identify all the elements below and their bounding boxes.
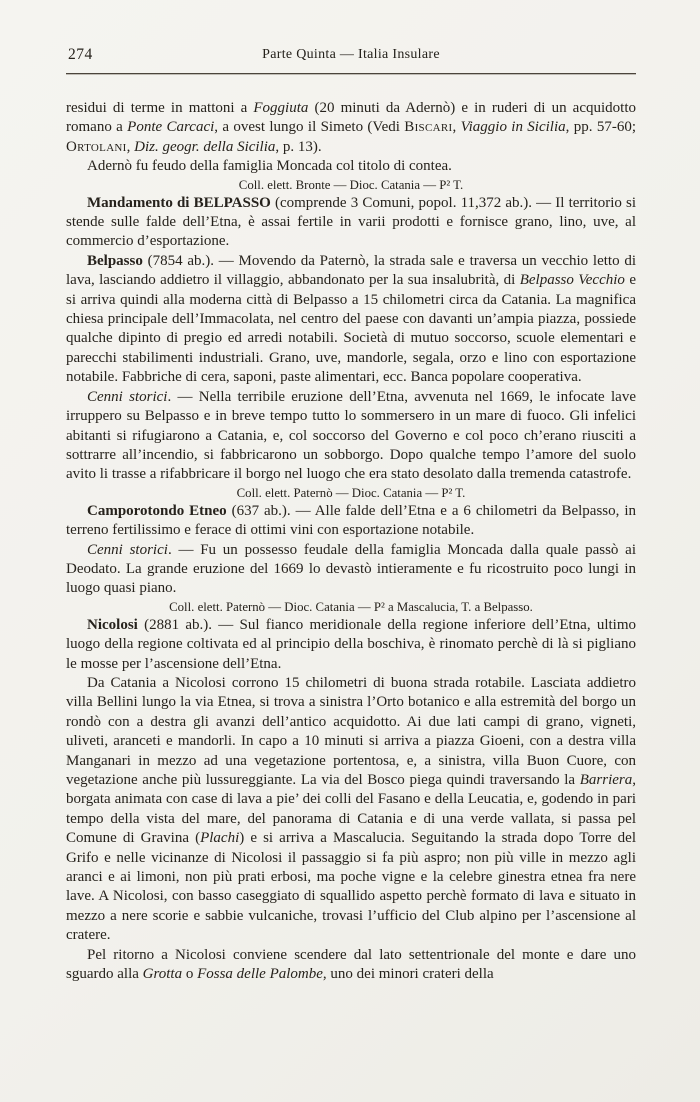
text-segment: Pel ritorno a Nicolosi conviene scendere dal lato settentrionale del monte e dare uno sguardo alla xyxy=(66,946,636,983)
text-segment: Cenni storici xyxy=(87,541,168,558)
text-segment: o xyxy=(182,966,198,983)
header-rule xyxy=(66,73,636,74)
paragraph xyxy=(66,502,636,541)
text-segment: , uno dei minori crateri della xyxy=(322,966,494,983)
text-segment: Ortolani xyxy=(66,138,127,155)
text-segment: , borgata animata con case di lava a pie’ dei colli del Fasano e della Leucatia, e, godendo in pari tempo della vista del mare, del panorama di Catania e di una verde vallata, si passa pel Comune di Gravina ( xyxy=(66,772,636,847)
text-segment: , p. 13). xyxy=(275,138,322,155)
text-segment: , a ovest lungo il Simeto (Vedi xyxy=(214,119,405,136)
text-segment: Grotta xyxy=(142,966,183,983)
text-segment: Plachi xyxy=(200,830,240,847)
paragraph xyxy=(66,157,636,176)
text-segment: . — Nella terribile eruzione dell’Etna, avvenuta nel 1669, le infocate lave irruppero su Belpasso e in breve tempo tutto lo sommersero in un mare di fuoco. Gli infelici abitanti si rifugiarono a Catania, e, col soccorso del Governo e col poco ch’erano riusciti a sottrarre all’incendio, si fabbricarono un sobborgo. Dopo qualche tempo l’amore del suolo avito li trasse a rifabbricare il borgo nel luogo che era stato desolato dalla tremenda catastrofe. xyxy=(66,388,636,483)
text-segment: Cenni storici xyxy=(87,388,168,405)
paragraph xyxy=(66,99,636,157)
text-segment: ) e si arriva a Mascalucia. Seguitando la strada dopo Torre del Grifo e nelle vicinanze di Nicolosi il passaggio si fa più aspro; non più ville in mezzo agli aranci e ai limoni, non più prati erbosi, ma poche vigne e la celebre ginestra etnea fra nere lave. A Nicolosi, con basso caseggiato di squallido aspetto perchè formato di lava e situato in mezzo a nere scorie e sabbie vulcaniche, trovasi l’ufficio del Club alpino per l’ascensione al cratere. xyxy=(66,830,636,944)
paragraph xyxy=(66,388,636,485)
text-segment: . — Fu un possesso feudale della famiglia Moncada dalla quale passò ai Deodato. La grande eruzione del 1669 lo devastò intieramente e fu ricostruito poco lungi in luogo quasi piano. xyxy=(66,541,637,597)
text-segment: Nicolosi xyxy=(87,616,138,633)
collegio-line: Coll. elett. Paternò — Dioc. Catania — P² a Mascalucia, T. a Belpasso. xyxy=(169,599,533,614)
paragraph xyxy=(66,674,636,946)
text-segment: Diz. geogr. della Sicilia xyxy=(134,138,276,155)
collegio-line: Coll. elett. Paternò — Dioc. Catania — P² T. xyxy=(236,485,466,500)
paragraph xyxy=(66,541,636,599)
paragraph xyxy=(66,252,636,388)
text-segment: Barriera xyxy=(579,772,633,788)
text-segment: residui di terme in mattoni a xyxy=(66,100,254,116)
text-segment: Mandamento di BELPASSO xyxy=(87,194,271,211)
text-segment: Viaggio in Sicilia xyxy=(460,119,566,136)
text-segment: Da Catania a Nicolosi corrono 15 chilometri di buona strada rotabile. Lasciata addietro villa Bellini lungo la via Etnea, si trova a sinistra l’Orto botanico e alla estremità del borgo un rondò con a destra gli avanzi dell’antico acquidotto. Ai due lati campi di grano, vigneti, uliveti, aranceti e mandorli. In capo a 10 minuti si arriva a piazza Gioeni, con a destra villa Manganari in mezzo ad una vegetazione portentosa, e, a sinistra, villa Buon Cuore, con vegetazione anche più lussureggiante. La via del Bosco piega quindi traversando la xyxy=(66,674,636,788)
text-segment: Belpasso xyxy=(87,252,143,269)
text-segment: Biscari xyxy=(404,119,453,136)
text-segment: (comprende 3 Comuni, popol. 11,372 ab.). — Il territorio si stende sulle falde dell’Etna, è assai fertile in varii prodotti e fornisce grano, lino, uve, al commercio d’esportazione. xyxy=(66,194,637,250)
page-header xyxy=(66,46,636,66)
paragraph xyxy=(66,946,636,985)
text-segment: Camporotondo Etneo xyxy=(87,502,227,519)
text-segment: (2881 ab.). — Sul fianco meridionale della regione inferiore dell’Etna, ultimo luogo della regione coltivata ed al principio della boschiva, è rinomato perchè di là si pigliano le mosse per l’ascensione dell’Etna. xyxy=(66,616,636,672)
text-segment: , xyxy=(452,119,461,136)
collegio-line: Coll. elett. Bronte — Dioc. Catania — P² T. xyxy=(238,177,464,192)
text-segment: e si arriva quindi alla moderna città di Belpasso a 15 chilometri circa da Catania. La magnifica chiesa principale dell’Immacolata, nel centro del paese con davanti un’ampia piazza, possiede qualche dipinto di pregio ed arredi notabili. Società di mutuo soccorso, scuole elementari e parecchi stabilimenti industriali. Grano, uve, mandorle, segala, orzo e lino con esportazione notabile. Fabbriche di cera, saponi, paste alimentari, ecc. Banca popolare cooperativa. xyxy=(66,272,636,386)
text-segment: Fossa delle Palombe xyxy=(197,966,323,983)
text-segment: (20 minuti da Adernò) e in ruderi di un acquidotto romano a xyxy=(66,100,636,136)
paragraph xyxy=(66,194,636,252)
text-segment: Adernò fu feudo della famiglia Moncada col titolo di contea. xyxy=(87,158,452,175)
text-segment: Foggiuta xyxy=(253,100,309,116)
text-segment: Ponte Carcaci xyxy=(127,119,215,136)
text-segment: (7854 ab.). — Movendo da Paternò, la strada sale e traversa un vecchio letto di lava, lasciando addietro il villaggio, abbandonato per la sua insalubrità, di xyxy=(66,252,636,289)
text-segment: , pp. 57-60; xyxy=(565,119,636,136)
page-body xyxy=(66,99,636,984)
text-segment: (637 ab.). — Alle falde dell’Etna e a 6 chilometri da Belpasso, in terreno fertilissimo e ferace di ottimi vini con esportazione notabile. xyxy=(66,502,636,539)
text-segment: Belpasso Vecchio xyxy=(519,272,625,289)
text-segment: , xyxy=(126,138,135,155)
page-number: 274 xyxy=(68,46,93,63)
paragraph xyxy=(66,616,636,674)
running-title: Parte Quinta — Italia Insulare xyxy=(262,47,440,62)
